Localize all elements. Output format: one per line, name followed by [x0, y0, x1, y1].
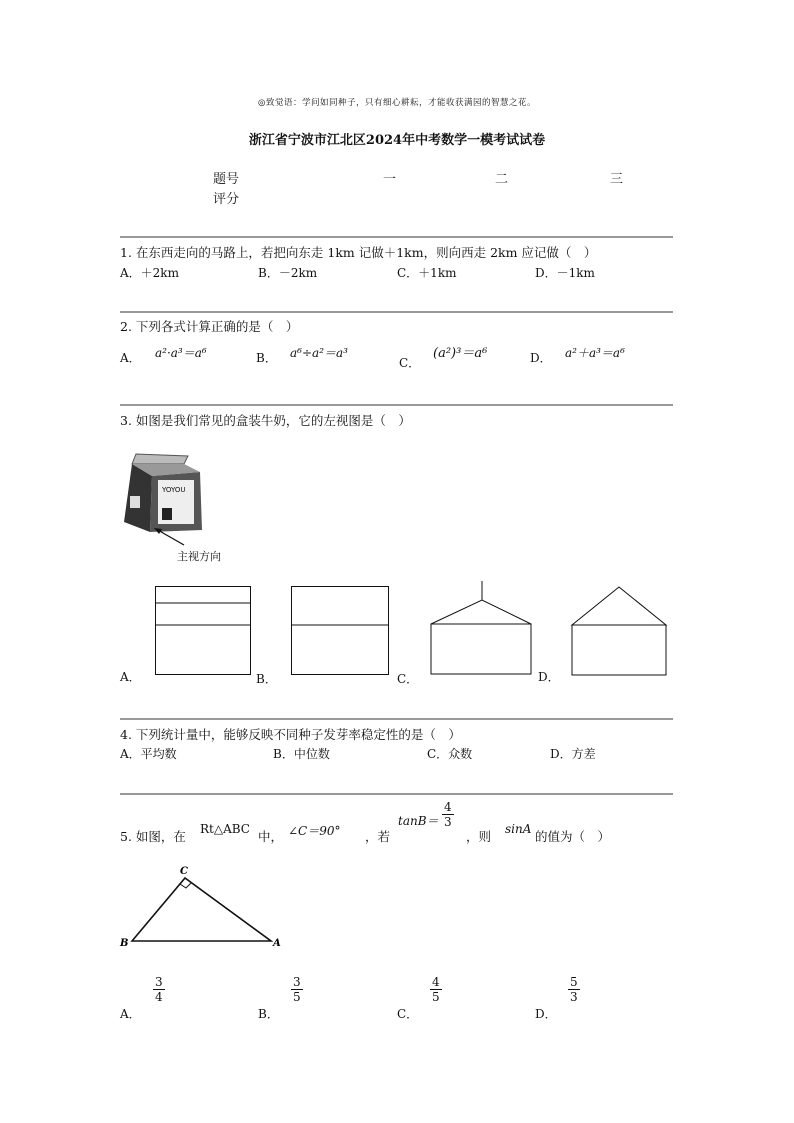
q3-stem: 3. 如图是我们常见的盒装牛奶，它的左视图是（ ） [120, 413, 411, 428]
fraction-numerator: 3 [293, 975, 301, 989]
q4-option-d[interactable]: D．方差 [550, 747, 596, 761]
vertex-c-label: C [180, 866, 188, 877]
q4-option-c[interactable]: C．众数 [427, 747, 473, 761]
q5-sin-a: sinA [505, 822, 532, 836]
fraction-numerator: 3 [155, 975, 163, 989]
q5-tan-fraction [442, 800, 454, 829]
q5-tan-numerator: 4 [444, 800, 452, 814]
q3-option-d[interactable]: D． [538, 670, 560, 684]
q3-option-c-figure [430, 581, 534, 677]
table-score-label: 评分 [213, 192, 240, 207]
table-header-col3: 三 [610, 172, 624, 187]
divider [120, 311, 673, 313]
divider [120, 793, 673, 795]
q4-option-b[interactable]: B．中位数 [273, 747, 330, 761]
fraction-denominator: 5 [432, 990, 440, 1004]
fraction-denominator: 3 [570, 990, 578, 1004]
q1-option-c[interactable]: C．＋1km [397, 266, 457, 280]
vertex-b-label: B [120, 938, 129, 949]
q5-option-b-fraction [291, 975, 303, 1004]
q2-option-a-label[interactable]: A． [120, 351, 141, 365]
q2-option-b-expr: a⁶÷a²＝a³ [290, 346, 348, 360]
view-direction-arrow [150, 525, 190, 550]
q5-right-angle: ∠C＝90° [288, 824, 341, 838]
q1-option-a[interactable]: A．＋2km [120, 266, 179, 280]
fraction-denominator: 4 [155, 990, 163, 1004]
page-title: 浙江省宁波市江北区2024年中考数学一模考试试卷 [248, 133, 546, 148]
divider [120, 718, 673, 720]
q1-stem: 1. 在东西走向的马路上，若把向东走 1km 记做＋1km，则向西走 2km 应记做（ ） [120, 245, 597, 260]
q5-stem-suffix: 的值为（ ） [535, 829, 611, 844]
table-header-col1: 一 [383, 172, 397, 187]
q5-tan-denominator: 3 [444, 815, 452, 829]
q2-option-c-label[interactable]: C． [399, 356, 421, 370]
q5-stem-mid3: ，则 [466, 829, 492, 844]
q3-option-a[interactable]: A． [120, 670, 141, 684]
fraction-denominator: 5 [293, 990, 301, 1004]
q5-option-d[interactable]: D． [535, 1007, 557, 1021]
q4-stem: 4. 下列统计量中，能够反映不同种子发芽率稳定性的是（ ） [120, 727, 461, 742]
table-header-col2: 二 [495, 172, 509, 187]
q5-option-d-fraction [568, 975, 580, 1004]
q2-option-b-label[interactable]: B． [256, 351, 277, 365]
q3-option-b-figure [291, 586, 391, 678]
q5-option-c-fraction [430, 975, 442, 1004]
q2-stem: 2. 下列各式计算正确的是（ ） [120, 319, 299, 334]
q5-stem-mid1: 中， [258, 829, 284, 844]
q1-option-b[interactable]: B．－2km [258, 266, 318, 280]
q5-option-a-fraction [153, 975, 165, 1004]
q5-stem-mid2: ，若 [365, 829, 391, 844]
table-header-label: 题号 [213, 172, 240, 187]
q3-option-b[interactable]: B． [256, 672, 277, 686]
fraction-numerator: 5 [570, 975, 578, 989]
q5-stem-prefix: 5. 如图，在 [120, 829, 186, 844]
q5-option-c[interactable]: C． [397, 1007, 419, 1021]
fraction-numerator: 4 [432, 975, 440, 989]
q1-option-d[interactable]: D．－1km [535, 266, 595, 280]
q2-option-a-expr: a²·a³＝a⁶ [155, 346, 207, 360]
q2-option-d-expr: a²＋a³＝a⁶ [565, 346, 625, 360]
q3-option-a-figure [155, 586, 253, 678]
motto: ◎致觉语：学问如同种子，只有细心耕耘，才能收获满园的智慧之花。 [258, 98, 536, 108]
q3-option-c[interactable]: C． [397, 672, 419, 686]
q5-option-b[interactable]: B． [258, 1007, 279, 1021]
q5-triangle-name: Rt△ABC [200, 822, 250, 836]
divider [120, 236, 673, 238]
q5-triangle-figure [120, 862, 290, 952]
q5-option-a[interactable]: A． [120, 1007, 141, 1021]
q5-tan-lhs: tanB＝ [398, 814, 439, 828]
q3-option-d-figure [571, 586, 669, 678]
vertex-a-label: A [273, 938, 281, 949]
q2-option-c-expr: (a²)³＝a⁶ [433, 346, 488, 361]
view-direction-caption: 主视方向 [177, 550, 221, 563]
carton-brand-text: YOYOU [162, 486, 186, 494]
q4-option-a[interactable]: A．平均数 [120, 747, 177, 761]
divider [120, 404, 673, 406]
q2-option-d-label[interactable]: D． [530, 351, 552, 365]
